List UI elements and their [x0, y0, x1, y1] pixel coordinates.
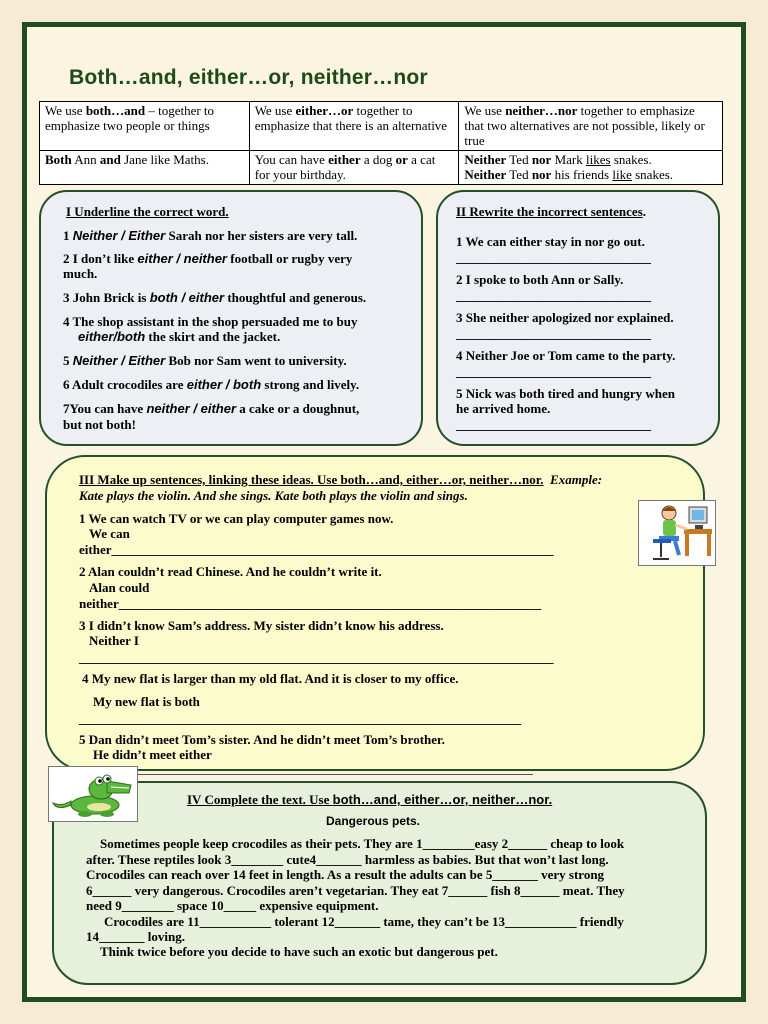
- divider-line: [137, 774, 533, 775]
- rule-neither-nor: We use neither…nor together to emphasize that two alternatives are not possible, likely or true: [459, 102, 723, 151]
- exercise-1-heading: I Underline the correct word.: [66, 204, 229, 219]
- exercise-1-q2: 2 I don’t like either / neither football or rugby very: [63, 251, 353, 266]
- answer-line[interactable]: ____________________________________________________________________: [79, 711, 521, 726]
- passage-line-8: Think twice before you decide to have such an exotic but dangerous pet.: [100, 944, 498, 959]
- exercise-1-q4: 4 The shop assistant in the shop persuaded me to buy: [63, 314, 358, 329]
- passage-line-2: after. These reptiles look 3________ cute4_______ harmless as babies. But that won’t last long.: [86, 852, 609, 867]
- answer-line[interactable]: ______________________________: [456, 288, 651, 303]
- exercise-2-q2: 2 I spoke to both Ann or Sally.: [456, 272, 624, 287]
- exercise-3-q1-prompt: We can: [89, 526, 130, 541]
- answer-line[interactable]: _________________________________________________________________________: [79, 650, 554, 665]
- exercise-2-heading: II Rewrite the incorrect sentences.: [456, 204, 646, 219]
- exercise-2-q1: 1 We can either stay in nor go out.: [456, 234, 645, 249]
- exercise-1-q7-cont: but not both!: [63, 417, 136, 432]
- exercise-3-q4: 4 My new flat is larger than my old flat. And it is closer to my office.: [82, 671, 459, 686]
- exercise-1-q5: 5 Neither / Either Bob nor Sam went to university.: [63, 353, 347, 368]
- crocodile-picture: [48, 766, 138, 822]
- exercise-1-q1: 1 Neither / Either Sarah nor her sisters are very tall.: [63, 228, 358, 243]
- page-title: Both…and, either…or, neither…nor: [69, 66, 428, 89]
- passage-line-5: need 9________ space 10_____ expensive equipment.: [86, 898, 379, 913]
- exercise-4-heading: IV Complete the text. Use both…and, either…or, neither…nor.: [187, 792, 553, 807]
- exercise-3-q2: 2 Alan couldn’t read Chinese. And he couldn’t write it.: [79, 564, 382, 579]
- example-both-and: Both Ann and Jane like Maths.: [40, 151, 250, 185]
- crocodile-icon: [49, 767, 137, 821]
- exercise-1-q4-cont: either/both the skirt and the jacket.: [78, 329, 281, 344]
- exercise-2-q5-cont: he arrived home.: [456, 401, 551, 416]
- exercise-3-q3-prompt: Neither I: [89, 633, 139, 648]
- passage-line-4: 6______ very dangerous. Crocodiles aren’t vegetarian. They eat 7______ fish 8______ meat. They: [86, 883, 625, 898]
- exercise-3-q1: 1 We can watch TV or we can play computer games now.: [79, 511, 394, 526]
- exercise-2-q4: 4 Neither Joe or Tom came to the party.: [456, 348, 676, 363]
- kid-computer-picture: [638, 500, 716, 566]
- exercise-3-q4-prompt: My new flat is both: [93, 694, 200, 709]
- answer-line[interactable]: ______________________________: [456, 417, 651, 432]
- passage-line-7: 14_______ loving.: [86, 929, 185, 944]
- rule-both-and: We use both…and – together to emphasize two people or things: [40, 102, 250, 151]
- child-at-computer-icon: [639, 501, 715, 565]
- answer-line[interactable]: ______________________________: [456, 326, 651, 341]
- passage-title: Dangerous pets.: [326, 814, 421, 828]
- answer-line[interactable]: ______________________________: [456, 250, 651, 265]
- passage-line-1: Sometimes people keep crocodiles as their pets. They are 1________easy 2______ cheap to look: [100, 836, 625, 851]
- exercise-3-example: Kate plays the violin. And she sings. Kate both plays the violin and sings.: [79, 488, 468, 503]
- example-neither-nor: Neither Ted nor Mark likes snakes. Neither Ted nor his friends like snakes.: [459, 151, 723, 185]
- exercise-1-q2-cont: much.: [63, 266, 98, 281]
- passage-line-3: Crocodiles can reach over 14 feet in length. As a result the adults can be 5_______ very strong: [86, 867, 605, 882]
- exercise-1-q3: 3 John Brick is both / either thoughtful and generous.: [63, 290, 367, 305]
- exercise-1-q6: 6 Adult crocodiles are either / both strong and lively.: [63, 377, 360, 392]
- exercise-3-q3: 3 I didn’t know Sam’s address. My sister didn’t know his address.: [79, 618, 444, 633]
- exercise-3-q5-prompt[interactable]: He didn’t meet either: [93, 747, 212, 762]
- exercise-3-q5: 5 Dan didn’t meet Tom’s sister. And he didn’t meet Tom’s brother.: [79, 732, 445, 747]
- exercise-1-q7: 7You can have neither / either a cake or a doughnut,: [63, 401, 360, 416]
- exercise-3-heading: III Make up sentences, linking these ideas. Use both…and, either…or, neither…nor. Example:: [79, 472, 603, 487]
- passage-line-6: Crocodiles are 11___________ tolerant 12_______ tame, they can’t be 13___________ friendly: [104, 914, 624, 929]
- exercise-2-q3: 3 She neither apologized nor explained.: [456, 310, 674, 325]
- rule-either-or: We use either…or together to emphasize that there is an alternative: [249, 102, 459, 151]
- answer-line[interactable]: either____________________________________________________________________: [79, 542, 554, 557]
- exercise-3-q2-prompt: Alan could: [89, 580, 150, 595]
- exercise-2-q5: 5 Nick was both tired and hungry when: [456, 386, 676, 401]
- answer-line[interactable]: ______________________________: [456, 364, 651, 379]
- rules-table: [39, 101, 723, 185]
- example-either-or: You can have either a dog or a cat for your birthday.: [249, 151, 459, 185]
- answer-line[interactable]: neither_________________________________________________________________: [79, 596, 542, 611]
